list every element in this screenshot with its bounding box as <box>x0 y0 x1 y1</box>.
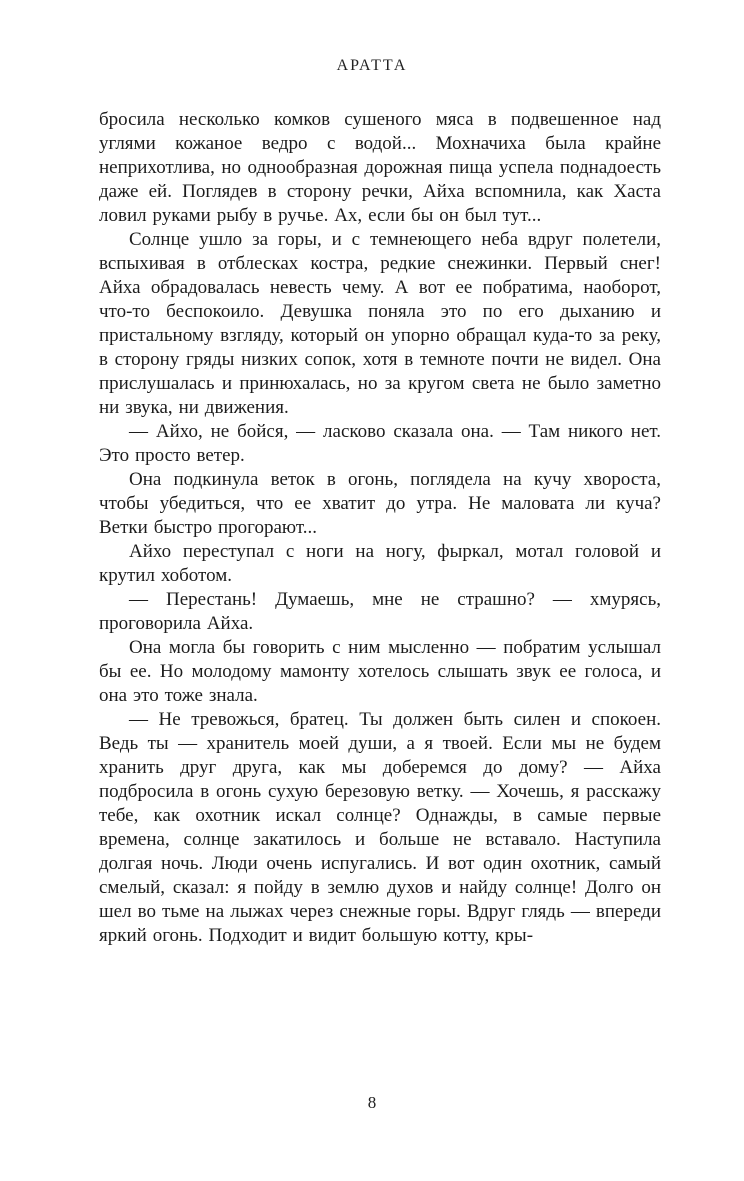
paragraph-dialogue: — Перестань! Думаешь, мне не страшно? — хмурясь, проговорила Айха. <box>99 589 661 634</box>
paragraph: бросила несколько комков сушеного мяса в подвешенное над углями кожаное ведро с водой... Мохначиха была крайне неприхотлива, но однообразная дорожная пища успела поднадоесть даже ей. Поглядев в сторону речки, Айха вспомнила, как Хаста ловил руками рыбу в ручье. Ах, если бы он был тут... <box>99 109 661 226</box>
running-title: АРАТТА <box>336 57 408 74</box>
paragraph: Она подкинула веток в огонь, поглядела на кучу хвороста, чтобы убедиться, что ее хватит до утра. Не маловата ли куча? Ветки быстро прогорают... <box>99 469 661 538</box>
paragraph: Айхо переступал с ноги на ногу, фыркал, мотал головой и крутил хоботом. <box>99 541 661 586</box>
page-body-text <box>99 108 661 1089</box>
paragraph: Солнце ушло за горы, и с темнеющего неба вдруг полетели, вспыхивая в отблесках костра, редкие снежинки. Первый снег! Айха обрадовалась невесть чему. А вот ее побратима, наоборот, что-то беспокоило. Девушка поняла это по его дыханию и пристальному взгляду, который он упорно обращал куда-то за реку, в сторону гряды низких сопок, хотя в темноте почти не видел. Она прислушалась и принюхалась, но за кругом света не было заметно ни звука, ни движения. <box>99 229 661 418</box>
paragraph: Она могла бы говорить с ним мысленно — побратим услышал бы ее. Но молодому мамонту хотелось слышать звук ее голоса, и она это тоже знала. <box>99 637 661 706</box>
paragraph-dialogue: — Айхо, не бойся, — ласково сказала она. — Там никого нет. Это просто ветер. <box>99 421 661 466</box>
page-number: 8 <box>367 1093 377 1112</box>
paragraph-dialogue: — Не тревожься, братец. Ты должен быть силен и спокоен. Ведь ты — хранитель моей души, а я твоей. Если мы не будем хранить друг друга, как мы доберемся до дому? — Айха подбросила в огонь сухую березовую ветку. — Хочешь, я расскажу тебе, как охотник искал солнце? Однажды, в самые первые времена, солнце закатилось и больше не вставало. Наступила долгая ночь. Люди очень испугались. И вот один охотник, самый смелый, сказал: я пойду в землю духов и найду солнце! Долго он шел во тьме на лыжах через снежные горы. Вдруг глядь — впереди яркий огонь. Подходит и видит большую котту, кры- <box>99 709 661 946</box>
